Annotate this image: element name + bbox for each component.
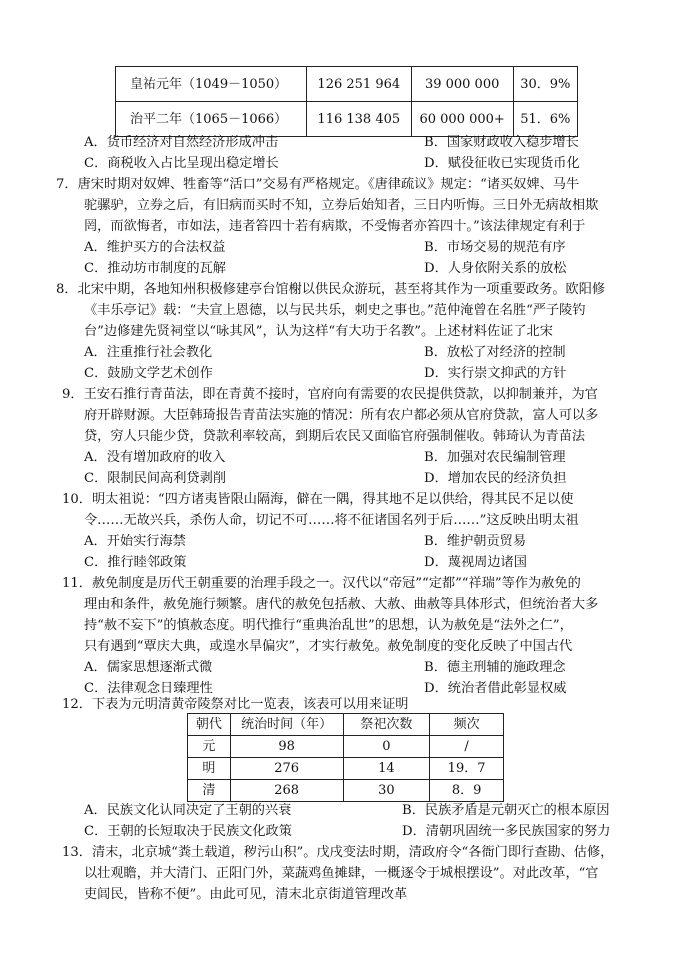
q12-option-b: B．民族矛盾是元朝灭亡的根本原因 [402,803,610,818]
q13-stem-line: 以壮观瞻，并大清门、正阳门外，菜蔬鸡鱼摊肆，一概逐令于城根摆设”。对此改革，“官 [84,866,599,881]
q13-stem-line: 吏闾民，皆称不便”。由此可见，清末北京街道管理改革 [84,887,408,902]
table-cell: 元 [188,736,231,758]
q7-stem-line: 罔，而欲悔者，市如法，违者笞四十若有病欺，不受悔者亦笞四十。”该法律规定有利于 [84,219,586,234]
table-cell: / [430,736,504,758]
q7-stem-line: 驼骡驴，立券之后，有旧病而买时不知，立券后始知者，三日内听悔。三日外无病故相欺 [84,198,599,213]
q10-stem-line: 10．明太祖说：“四方诸夷皆限山隔海，僻在一隅，得其地不足以供给，得其民不足以使 [62,492,574,507]
q9-stem-line: 贷，穷人只能少贷，贷款利率较高，到期后农民又面临官府强制催收。韩琦认为青苗法 [84,429,586,444]
q11-stem-line: 11．赦免制度是历代王朝重要的治理手段之一。汉代以“帝冠”“定都”“祥瑞”等作为赦免的 [62,576,581,591]
table-cell: 30．9% [513,67,577,102]
q12-option-c: C．王朝的长短取决于民族文化政策 [84,824,292,839]
table-cell: 116 138 405 [306,102,411,137]
q8-option-c: C．鼓励文学艺术创作 [84,366,213,381]
q8-stem-line: 《丰乐亭记》载：“夫宣上恩德，以与民共乐，刺史之事也。”范仲淹曾在名胜“严子陵钓 [84,303,586,318]
table-cell: 126 251 964 [306,67,411,102]
table-cell: 19．7 [430,758,504,780]
emperor-sacrifice-table [187,713,504,802]
table-header-cell: 祭祀次数 [343,714,430,736]
q12-stem: 12．下表为元明清黄帝陵祭对比一览表，该表可以用来证明 [62,697,409,712]
table-cell: 治平二年（1065－1066） [116,102,307,137]
table-cell: 0 [343,736,430,758]
q8-option-b: B．放松了对经济的控制 [424,345,566,360]
q12-option-d: D．清朝巩固统一多民族国家的努力 [402,824,611,839]
q7-option-b: B．市场交易的规范有序 [424,240,566,255]
q6-option-c: C．商税收入占比呈现出稳定增长 [84,156,279,171]
table-header-cell: 统治时间（年） [230,714,343,736]
table-cell: 8．9 [430,780,504,802]
table-cell: 51．6% [513,102,577,137]
table-header-row [188,714,504,736]
q11-option-b: B．德主刑辅的施政理念 [424,660,566,675]
table-cell: 98 [230,736,343,758]
table-cell: 清 [188,780,231,802]
q10-stem-line: 令……无故兴兵，杀伤人命，切记不可……将不征诸国名列于后……”这反映出明太祖 [84,513,579,528]
q10-option-c: C．推行睦邻政策 [84,555,187,570]
q6-option-b: B．国家财政收入稳步增长 [424,135,579,150]
q6-option-a: A．货币经济对自然经济形成冲击 [84,135,279,150]
q8-stem-line: 8．北宋中期，各地知州积极修建亭台馆榭以供民众游玩，甚至将其作为一项重要政务。欧阳修 [56,282,606,297]
table-cell: 60 000 000+ [411,102,513,137]
table-cell: 14 [343,758,430,780]
q8-option-d: D．实行崇文抑武的方针 [424,366,567,381]
q12-option-a: A．民族文化认同决定了王朝的兴衰 [84,803,292,818]
table-cell: 268 [230,780,343,802]
q11-stem-line: 理由和条件，赦免施行频繁。唐代的赦免包括赦、大赦、曲赦等具体形式，但统治者大多 [84,597,599,612]
q11-stem-line: 只有遇到“覃庆大典，或遑水旱偏灾”，才实行赦免。赦免制度的变化反映了中国古代 [84,639,573,654]
revenue-table [115,66,578,137]
q11-option-a: A．儒家思想逐渐式微 [84,660,213,675]
q9-stem-line: 9．王安石推行青苗法，即在青黄不接时，官府向有需要的农民提供贷款，以抑制兼并，为官 [62,387,598,402]
q9-stem-line: 府开辟财源。大臣韩琦报告青苗法实施的情况：所有农户都必须从官府贷款，富人可以多 [84,408,599,423]
table-row [188,758,504,780]
q7-option-c: C．推动坊市制度的瓦解 [84,261,226,276]
q10-option-a: A．开始实行海禁 [84,534,186,549]
table-cell: 皇祐元年（1049－1050） [116,67,307,102]
table-cell: 明 [188,758,231,780]
q11-stem-line: 持“赦不妄下”的慎赦态度。明代推行“重典治乱世”的思想，认为赦免是“法外之仁”， [84,618,573,633]
table-header-cell: 频次 [430,714,504,736]
q8-stem-line: 台”边修建先贤祠堂以“咏其风”，认为这样“有大功于名教”。上述材料佐证了北宋 [84,324,553,339]
q9-option-b: B．加强对农民编制管理 [424,450,566,465]
q7-option-a: A．维护买方的合法权益 [84,240,226,255]
table-row [116,102,578,137]
q9-option-d: D．增加农民的经济负担 [424,471,567,486]
table-cell: 276 [230,758,343,780]
table-row [116,67,578,102]
q10-option-d: D．蔑视周边诸国 [424,555,527,570]
table-cell: 30 [343,780,430,802]
q13-stem-line: 13．清末，北京城“粪土载道，秽污山积”。戊戌变法时期，清政府令“各衙门即行查勘、估修， [62,845,614,860]
table-cell: 39 000 000 [411,67,513,102]
q7-option-d: D．人身依附关系的放松 [424,261,567,276]
table-row [188,780,504,802]
q11-option-c: C．法律观念日臻理性 [84,681,213,696]
q8-option-a: A．注重推行社会教化 [84,345,213,360]
q6-option-d: D．赋役征收已实现货币化 [424,156,580,171]
q9-option-c: C．限制民间高利贷剥削 [84,471,226,486]
table-row [188,736,504,758]
q11-option-d: D．统治者借此彰显权威 [424,681,567,696]
table-header-cell: 朝代 [188,714,231,736]
q10-option-b: B．维护朝贡贸易 [424,534,527,549]
q7-stem-line: 7．唐宋时期对奴婢、牲畜等“活口”交易有严格规定。《唐律疏议》规定：“诸买奴婢、马牛 [56,177,580,192]
q9-option-a: A．没有增加政府的收入 [84,450,226,465]
